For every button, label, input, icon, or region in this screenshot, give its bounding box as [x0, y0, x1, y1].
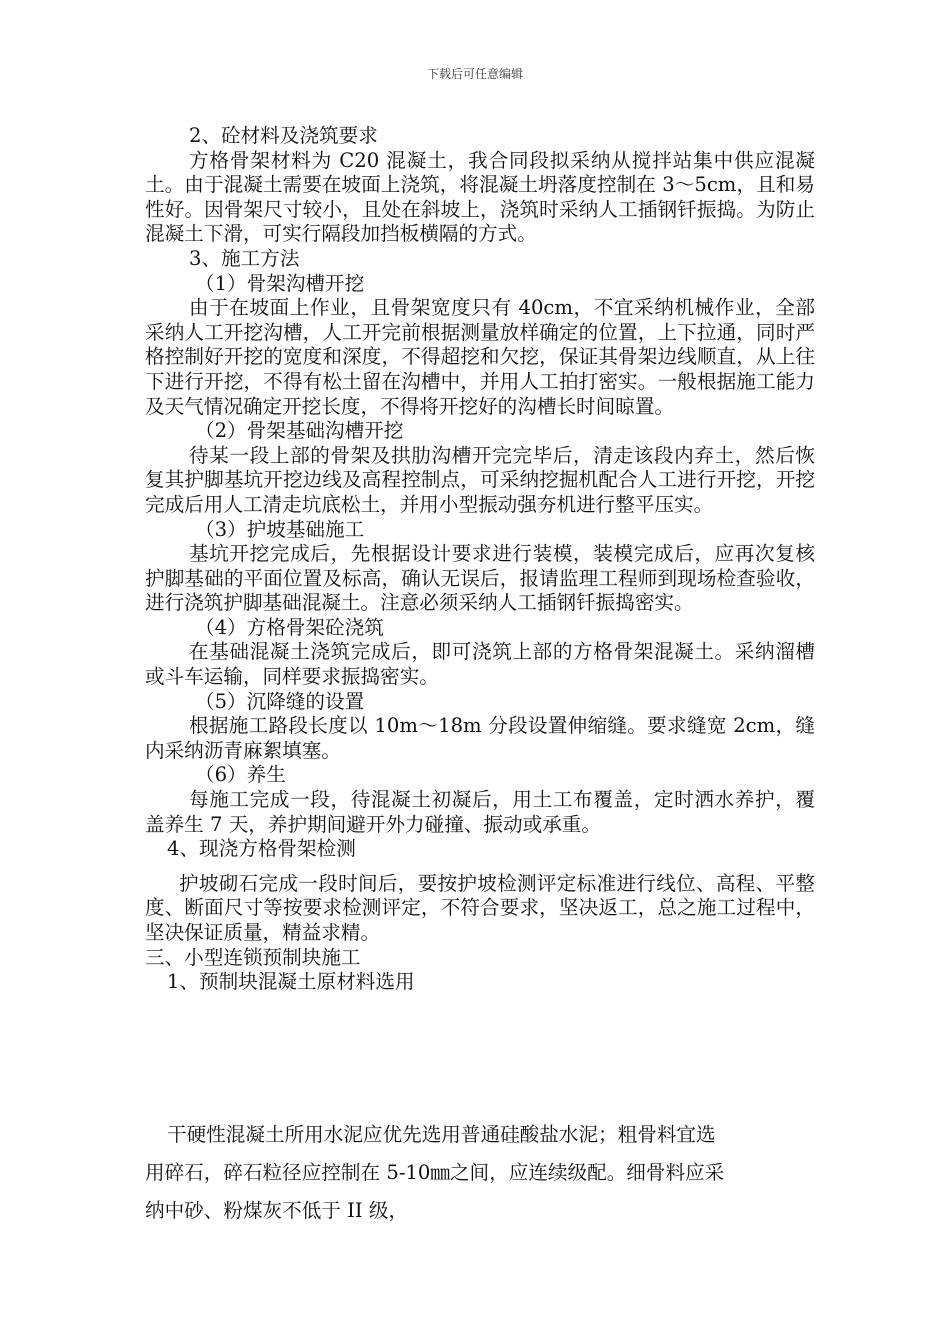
- subsection-3-4-paragraph: 在基础混凝土浇筑完成后，即可浇筑上部的方格骨架混凝土。采纳溜槽或斗车运输，同样要求振捣密实。: [145, 640, 815, 689]
- page-header: 下载后可任意编辑: [426, 67, 523, 81]
- subsection-3-5-heading: （5）沉降缝的设置: [195, 689, 365, 713]
- materials-line-3: 纳中砂、粉煤灰不低于 II 级，: [145, 1199, 409, 1222]
- document-body: [145, 124, 815, 995]
- subsection-3-4-heading: （4）方格骨架砼浇筑: [195, 615, 384, 639]
- subsection-3-3-paragraph: 基坑开挖完成后，先根据设计要求进行装模，装模完成后，应再次复核护脚基础的平面位置及标高，确认无误后，报请监理工程师到现场检查验收，进行浇筑护脚基础混凝土。注意必须采纳人工插钢钎振捣密实。: [145, 542, 815, 615]
- section-3-heading: 3、施工方法: [189, 246, 300, 270]
- spacer: [145, 862, 815, 872]
- subsection-3-2-heading: （2）骨架基础沟槽开挖: [195, 419, 404, 443]
- subsection-3-1-paragraph: 由于在坡面上作业，且骨架宽度只有 40cm，不宜采纳机械作业，全部采纳人工开挖沟槽，人工开完前根据测量放样确定的位置，上下拉通，同时严格控制好开挖的宽度和深度，不得超挖和欠挖，保证其骨架边线顺直，从上往下进行开挖，不得有松土留在沟槽中，并用人工拍打密实。一般根据施工能力及天气情况确定开挖长度，不得将开挖好的沟槽长时间晾置。: [145, 296, 815, 418]
- part-3-1-heading: 1、预制块混凝土原材料选用: [167, 970, 415, 994]
- subsection-3-5-paragraph: 根据施工路段长度以 10m～18m 分段设置伸缩缝。要求缝宽 2cm，缝内采纳沥青麻絮填塞。: [145, 714, 815, 762]
- subsection-3-2-paragraph: 待某一段上部的骨架及拱肋沟槽开完完毕后，清走该段内弃土，然后恢复其护脚基坑开挖边线及高程控制点，可采纳挖掘机配合人工进行开挖，开挖完成后用人工清走坑底松土，并用小型振动强夯机进行整平压实。: [145, 443, 815, 516]
- part-3-heading: 三、小型连锁预制块施工: [145, 945, 361, 969]
- subsection-3-3-heading: （3）护坡基础施工: [195, 517, 365, 541]
- materials-line-1: 干硬性混凝土所用水泥应优先选用普通硅酸盐水泥；粗骨料宜选: [167, 1123, 716, 1146]
- section-4-paragraph: 护坡砌石完成一段时间后，要按护坡检测评定标准进行线位、高程、平整度、断面尺寸等按要求检测评定，不符合要求，坚决返工，总之施工过程中，坚决保证质量，精益求精。: [145, 871, 815, 944]
- materials-line-2: 用碎石，碎石粒径应控制在 5-10㎜之间，应连续级配。细骨料应采: [145, 1161, 725, 1184]
- subsection-3-1-heading: （1）骨架沟槽开挖: [195, 271, 365, 295]
- subsection-3-6-paragraph: 每施工完成一段，待混凝土初凝后，用土工布覆盖，定时洒水养护，覆盖养生 7 天，养护期间避开外力碰撞、振动或承重。: [145, 788, 815, 836]
- section-2-heading: 2、砼材料及浇筑要求: [189, 124, 378, 147]
- section-2-paragraph: 方格骨架材料为 C20 混凝土，我合同段拟采纳从搅拌站集中供应混凝土。由于混凝土需要在坡面上浇筑，将混凝土坍落度控制在 3～5cm，且和易性好。因骨架尺寸较小，且处在斜坡上，浇筑时采纳人工插钢钎振捣。为防止混凝土下滑，可实行隔段加挡板横隔的方式。: [145, 148, 815, 246]
- materials-paragraph: [145, 1116, 815, 1230]
- subsection-3-6-heading: （6）养生: [195, 763, 286, 787]
- section-4-heading: 4、现浇方格骨架检测: [167, 837, 356, 861]
